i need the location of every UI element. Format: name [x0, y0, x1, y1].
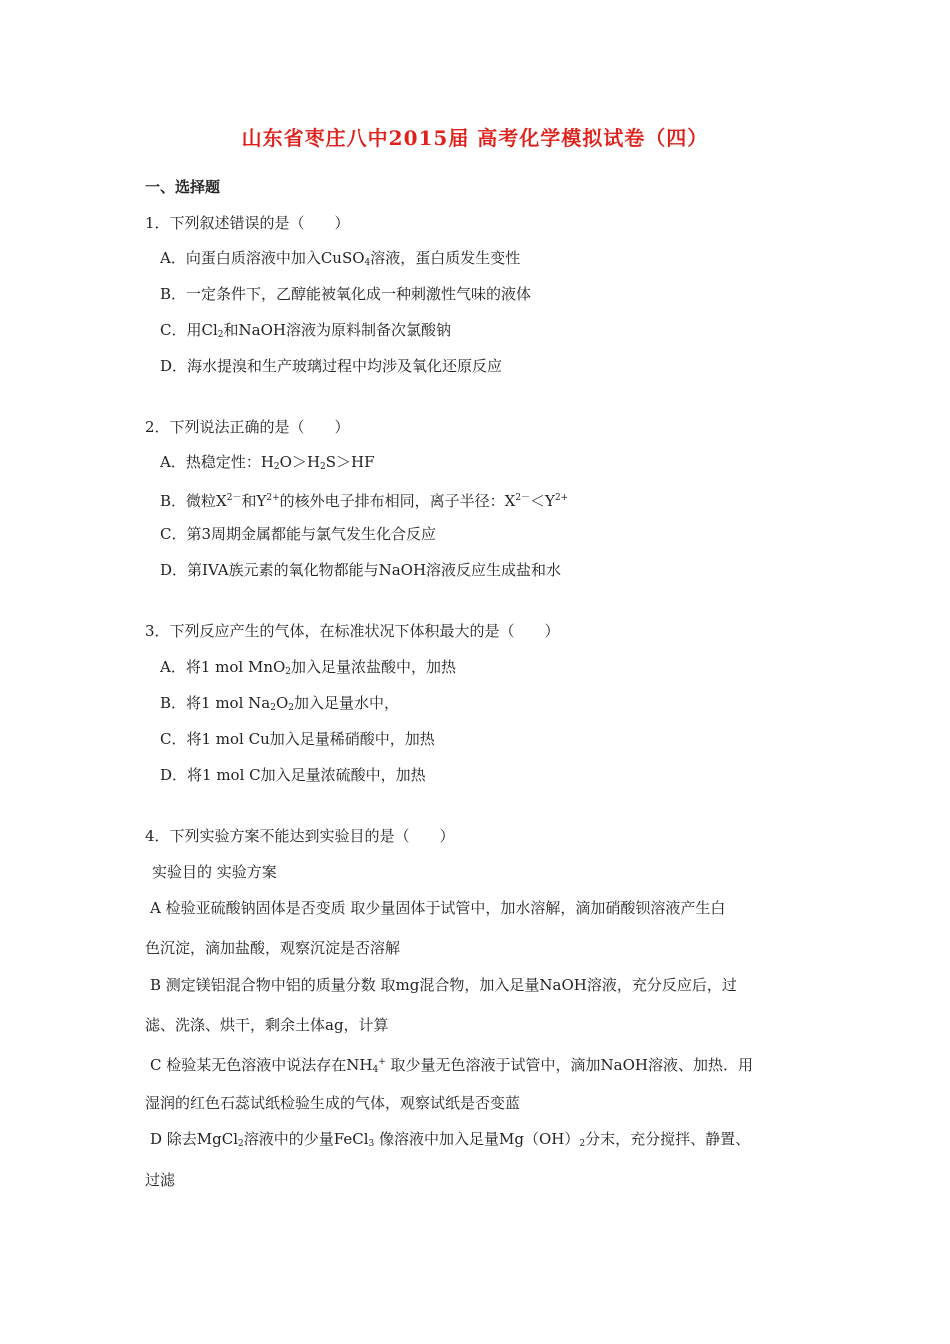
q4-row-b-line1: B 测定镁铝混合物中铝的质量分数 取mg混合物，加入足量NaOH溶液，充分反应后，过	[150, 976, 737, 994]
q1-option-d: D．海水提溴和生产玻璃过程中均涉及氧化还原反应	[160, 357, 503, 375]
q3-option-a: A．将1 mol MnO$_2$加入足量浓盐酸中，加热	[160, 658, 457, 677]
q4-stem: 4．下列实验方案不能达到实验目的是（ ）	[145, 827, 455, 845]
q2-stem: 2．下列说法正确的是（ ）	[145, 418, 350, 436]
q4-row-b-line2: 滤、洗涤、烘干，剩余土体ag，计算	[145, 1016, 389, 1034]
q4-row-c-line2: 湿润的红色石蕊试纸检验生成的气体，观察试纸是否变蓝	[145, 1094, 521, 1112]
q4-row-d-line1: D 除去MgCl$_2$溶液中的少量FeCl$_3$ 像溶液中加入足量$Mg(OH)_2$分末，充分搅拌、静置、	[150, 1130, 751, 1149]
q2-option-c: C．第3周期金属都能与氯气发生化合反应	[160, 525, 437, 543]
q4-row-d-line2: 过滤	[145, 1171, 176, 1189]
q2-option-a: A．热稳定性：$H_2O>H_2S>HF$	[160, 453, 375, 472]
q1-option-c: C．用$Cl_2$和NaOH溶液为原料制备次氯酸钠	[160, 321, 451, 340]
q3-option-b: B．将1 mol $Na_2O_2$加入足量水中，	[160, 694, 400, 713]
q1-stem: 1．下列叙述错误的是（ ）	[145, 214, 350, 232]
q2-option-b: B．微粒$X^{2-}$和$Y^{2+}$的核外电子排布相同，离子半径：$X^{2-}<Y^{2+}$	[160, 492, 569, 510]
q4-row-a-line2: 色沉淀，滴加盐酸，观察沉淀是否溶解	[145, 939, 401, 957]
q2-option-d: D．第IVA族元素的氧化物都能与NaOH溶液反应生成盐和水	[160, 561, 562, 579]
q3-option-d: D．将1 mol C加入足量浓硫酸中，加热	[160, 766, 426, 784]
q4-row-c-line1: C 检验某无色溶液中说法存在$NH_4^+$ 取少量无色溶液于试管中，滴加NaOH溶液、加热．用	[150, 1056, 753, 1075]
q1-option-b: B．一定条件下，乙醇能被氧化成一种刺激性气味的液体	[160, 285, 532, 303]
page-title: 山东省枣庄八中2015届 高考化学模拟试卷（四）	[241, 126, 709, 150]
section-heading: 一、选择题	[145, 178, 221, 196]
q1-option-a: A．向蛋白质溶液中加入CuSO$_4$溶液，蛋白质发生变性	[160, 249, 521, 268]
q3-option-c: C．将1 mol Cu加入足量稀硝酸中，加热	[160, 730, 435, 748]
q3-stem: 3．下列反应产生的气体，在标准状况下体积最大的是（ ）	[145, 622, 560, 640]
q4-table-header: 实验目的 实验方案	[152, 863, 277, 881]
q4-row-a-line1: A 检验亚硫酸钠固体是否变质 取少量固体于试管中，加水溶解，滴加硝酸钡溶液产生白	[150, 899, 726, 917]
